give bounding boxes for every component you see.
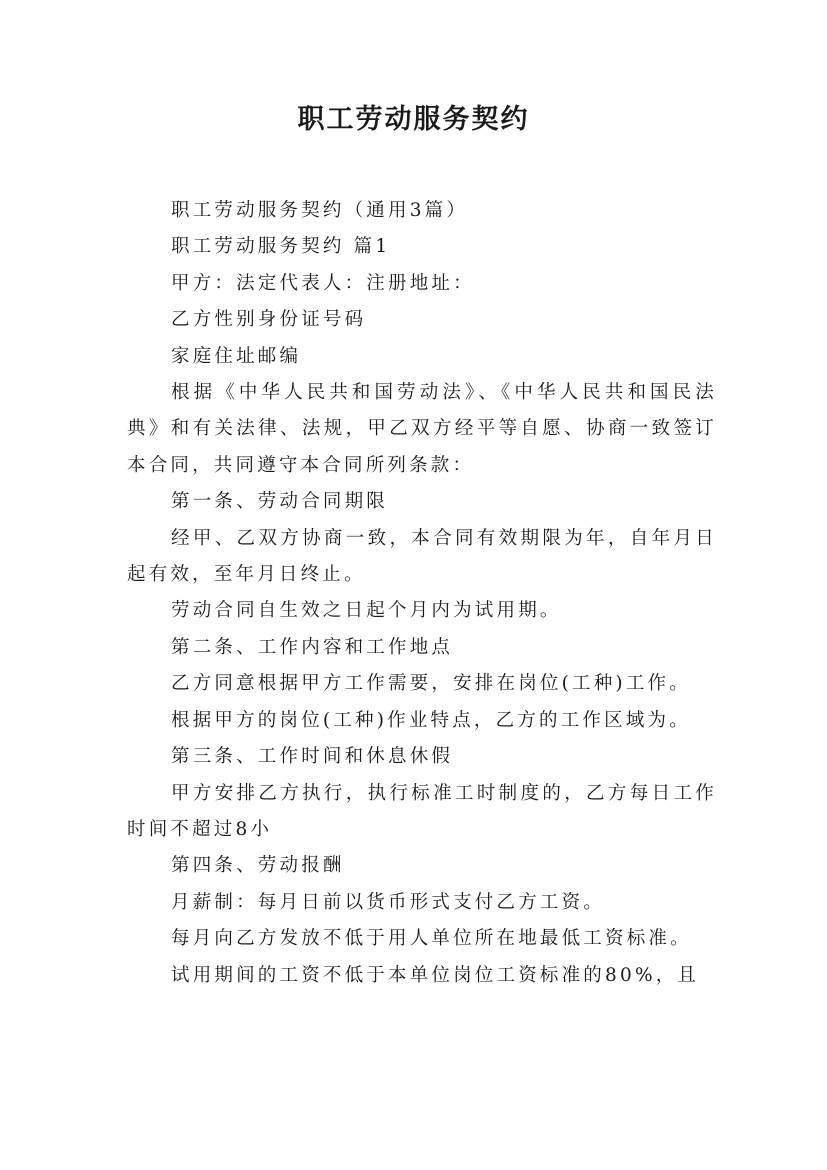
paragraph-heading-collection: 职工劳动服务契约（通用3篇） bbox=[171, 200, 469, 221]
paragraph-contract-term: 经甲、乙双方协商一致，本合同有效期限为年，自年月日起有效，至年月日终止。 bbox=[127, 527, 717, 586]
paragraph-article-3-heading: 第三条、工作时间和休息休假 bbox=[171, 746, 454, 768]
paragraph-address: 家庭住址邮编 bbox=[171, 345, 302, 367]
paragraph-article-2-heading: 第二条、工作内容和工作地点 bbox=[171, 636, 454, 658]
paragraph-monthly-salary: 月薪制：每月日前以货币形式支付乙方工资。 bbox=[171, 891, 606, 913]
paragraph-party-b: 乙方性别身份证号码 bbox=[171, 309, 367, 331]
paragraph-legal-basis: 根据《中华人民共和国劳动法》、《中华人民共和国民法典》和有关法律、法规，甲乙双方经平等自愿、协商一致签订本合同，共同遵守本合同所列条款： bbox=[127, 382, 717, 476]
paragraph-probation: 劳动合同自生效之日起个月内为试用期。 bbox=[171, 600, 562, 622]
paragraph-job-assignment: 乙方同意根据甲方工作需要，安排在岗位(工种)工作。 bbox=[171, 673, 691, 695]
paragraph-work-area: 根据甲方的岗位(工种)作业特点，乙方的工作区域为。 bbox=[171, 709, 691, 731]
paragraph-minimum-wage: 每月向乙方发放不低于用人单位所在地最低工资标准。 bbox=[171, 928, 692, 950]
paragraph-probation-wage: 试用期间的工资不低于本单位岗位工资标准的80%，且 bbox=[171, 964, 700, 986]
paragraph-heading-part1: 职工劳动服务契约 篇1 bbox=[171, 236, 391, 258]
paragraph-party-a: 甲方：法定代表人：注册地址： bbox=[171, 272, 475, 294]
paragraph-article-1-heading: 第一条、劳动合同期限 bbox=[171, 491, 389, 513]
document-body bbox=[127, 193, 717, 994]
document-title: 职工劳动服务契约 bbox=[297, 104, 530, 135]
paragraph-article-4-heading: 第四条、劳动报酬 bbox=[171, 855, 345, 877]
paragraph-working-hours: 甲方安排乙方执行，执行标准工时制度的，乙方每日工作时间不超过8小 bbox=[127, 782, 717, 840]
